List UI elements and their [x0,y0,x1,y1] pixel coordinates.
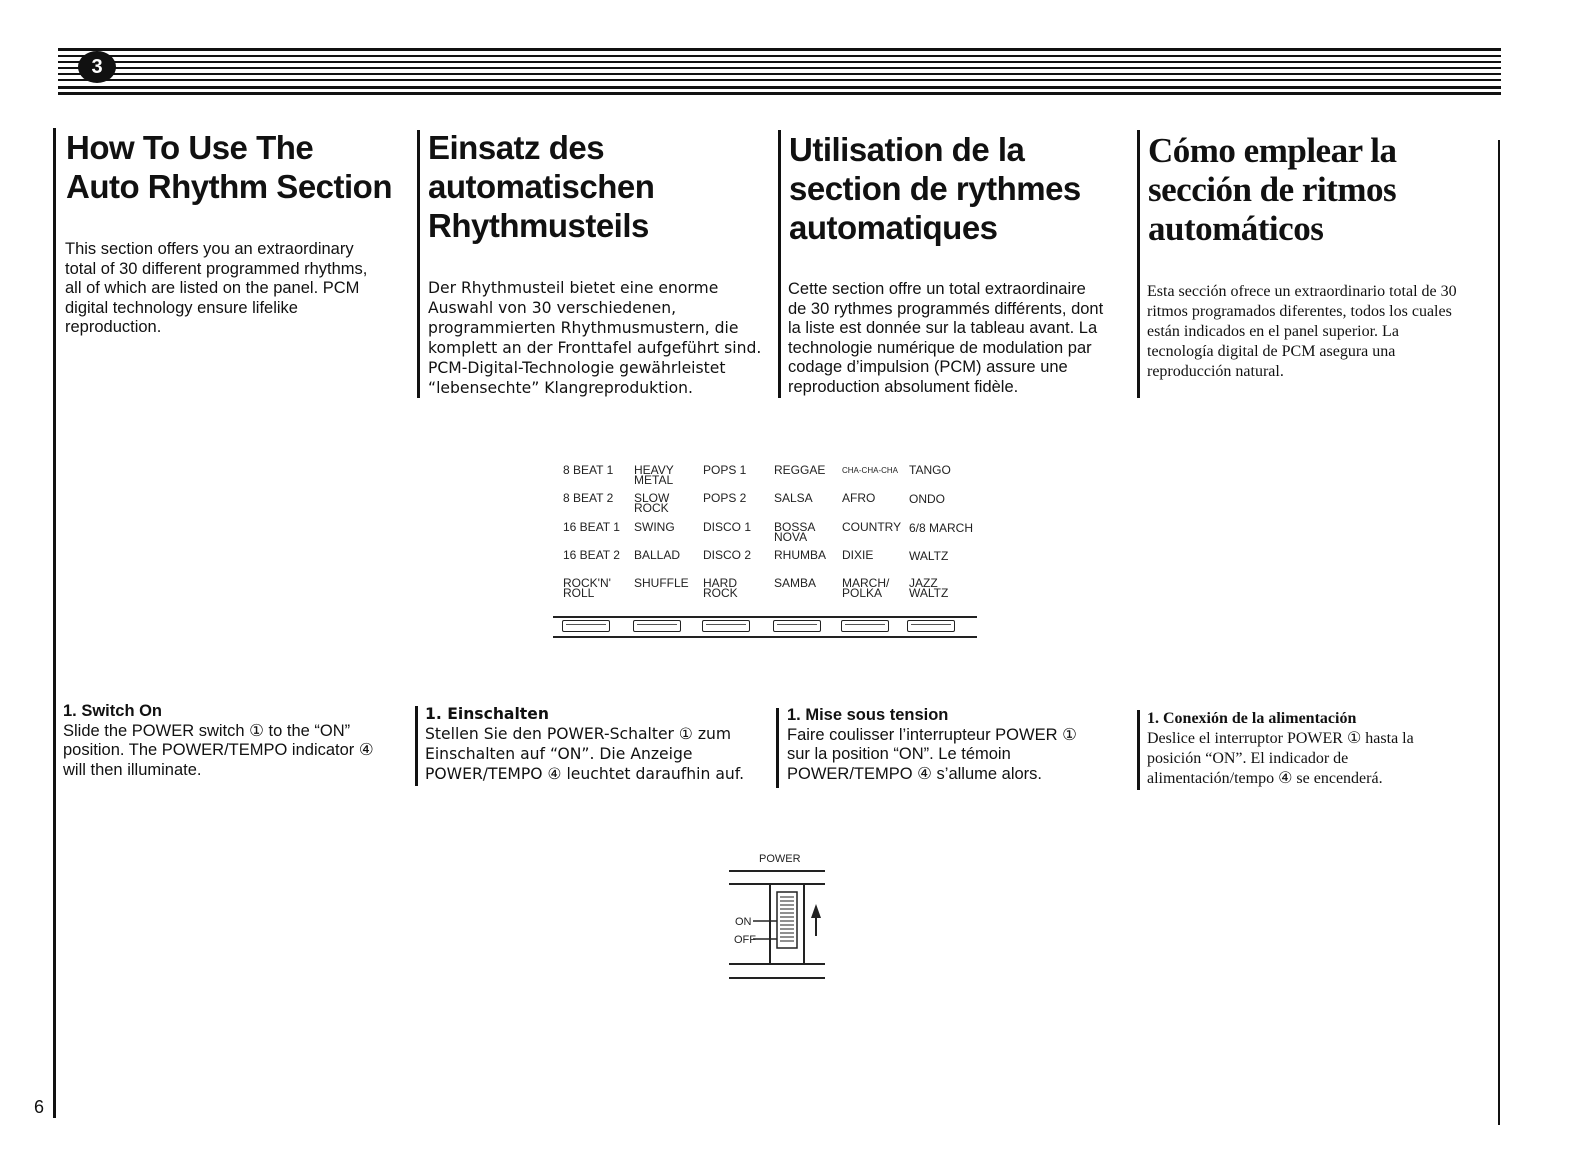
right-margin-bar [1498,140,1500,1125]
rhythm-cell: DISCO 2 [703,548,752,562]
rhythm-cell: ROCK'N' ROLL [563,576,611,600]
step1-title-en: 1. Switch On [63,702,163,720]
rhythm-select-button [907,620,955,632]
rhythm-cell: AFRO [842,491,876,505]
rhythm-cell: JAZZ WALTZ [909,576,949,600]
rhythm-select-button [773,620,821,632]
rhythm-strip-bottom-line [553,636,977,638]
rhythm-cell: CHA-CHA-CHA [842,466,898,475]
rhythm-strip-top-line [553,616,977,618]
step1-es: 1. Conexión de la alimentación Deslice el interruptor POWER ① hasta la posición “ON”. El indicador de alimentación/tempo ④ se encenderá. [1147,710,1414,787]
power-switch-drawing [725,866,830,986]
rhythm-select-button [841,620,889,632]
rhythm-cell: POPS 1 [703,463,747,477]
step1-de: 1. Einschalten Stellen Sie den POWER-Schalter ① zum Einschalten auf “ON”. Die Anzeige POWER/TEMPO ④ leuchtet daraufhin auf. [425,705,745,783]
rhythm-cell: SLOW ROCK [634,491,670,515]
rhythm-cell: SWING [634,520,675,534]
heading-de: Einsatz des automatischen Rhythmusteils [428,129,655,244]
section-number-badge: 3 [78,51,116,83]
on-label: ON [735,916,752,928]
rhythm-cell: 8 BEAT 1 [563,463,614,477]
column-bar-fr [778,130,781,398]
step1-fr: 1. Mise sous tension Faire coulisser l’interrupteur POWER ① sur la position “ON”. Le témoin POWER/TEMPO ④ s’allume alors. [787,706,1077,783]
rhythm-cell: BOSSA NOVA [774,520,816,544]
rhythm-select-button [562,620,610,632]
step1-title-es: 1. Conexión de la alimentación [1147,710,1357,727]
rhythm-cell: SALSA [774,491,813,505]
heading-es: Cómo emplear la sección de ritmos automáticos [1148,131,1397,248]
intro-es: Esta sección ofrece un extraordinario total de 30 ritmos programados diferentes, todos los cuales están indicados en el panel superior. La tecnología digital de PCM asegura una reproducción natural. [1147,283,1457,380]
column-bar-es [1137,130,1140,398]
power-label: POWER [759,853,801,865]
rhythm-cell: MARCH/ POLKA [842,576,890,600]
rhythm-cell: WALTZ [909,549,949,563]
off-label: OFF [734,934,756,946]
rhythm-cell: DISCO 1 [703,520,752,534]
rhythm-cell: 16 BEAT 2 [563,548,620,562]
rhythm-cell: BALLAD [634,548,681,562]
step-bar-fr [776,708,779,788]
rhythm-cell: ONDO [909,492,945,506]
rhythm-cell: 16 BEAT 1 [563,520,620,534]
rhythm-cell: SAMBA [774,576,817,590]
rhythm-cell: RHUMBA [774,548,827,562]
intro-en: This section offers you an extraordinary total of 30 different programmed rhythms, all of which are listed on the panel. PCM digital technology ensure lifelike reproduction. [65,240,368,337]
step1-en: 1. Switch On Slide the POWER switch ① to the “ON” position. The POWER/TEMPO indicator ④ will then illuminate. [63,702,374,779]
rhythm-cell: TANGO [909,463,951,477]
rhythm-cell: POPS 2 [703,491,747,505]
column-bar-en [53,128,56,1118]
step1-title-fr: 1. Mise sous tension [787,706,949,724]
rhythm-cell: 6/8 MARCH [909,521,974,535]
column-bar-de [417,130,420,398]
page-number: 6 [34,1097,45,1117]
intro-fr: Cette section offre un total extraordinaire de 30 rythmes programmés différents, dont la liste est donnée sur la tableau avant. La technologie numérique de modulation par codage d’impulsion (PCM) assure une reproduction absolument fidèle. [788,280,1104,396]
rhythm-cell: HEAVY METAL [634,463,674,487]
rhythm-cell: SHUFFLE [634,576,689,590]
rhythm-select-button [633,620,681,632]
heading-fr: Utilisation de la section de rythmes automatiques [789,131,1081,246]
step1-title-de: 1. Einschalten [425,705,549,723]
rhythm-cell: HARD ROCK [703,576,738,600]
heading-en: How To Use The Auto Rhythm Section [66,129,392,205]
rhythm-select-button [702,620,750,632]
rhythm-cell: 8 BEAT 2 [563,491,614,505]
intro-de: Der Rhythmusteil bietet eine enorme Auswahl von 30 verschiedenen, programmierten Rhythmusmustern, die komplett an der Fronttafel aufgeführt sind. PCM-Digital-Technologie gewährleistet “lebensechte” Klangreproduktion. [428,279,762,397]
step-bar-de [415,706,418,786]
rhythm-cell: DIXIE [842,548,874,562]
step-bar-es [1137,710,1140,790]
rhythm-cell: REGGAE [774,463,826,477]
rhythm-cell: COUNTRY [842,520,902,534]
